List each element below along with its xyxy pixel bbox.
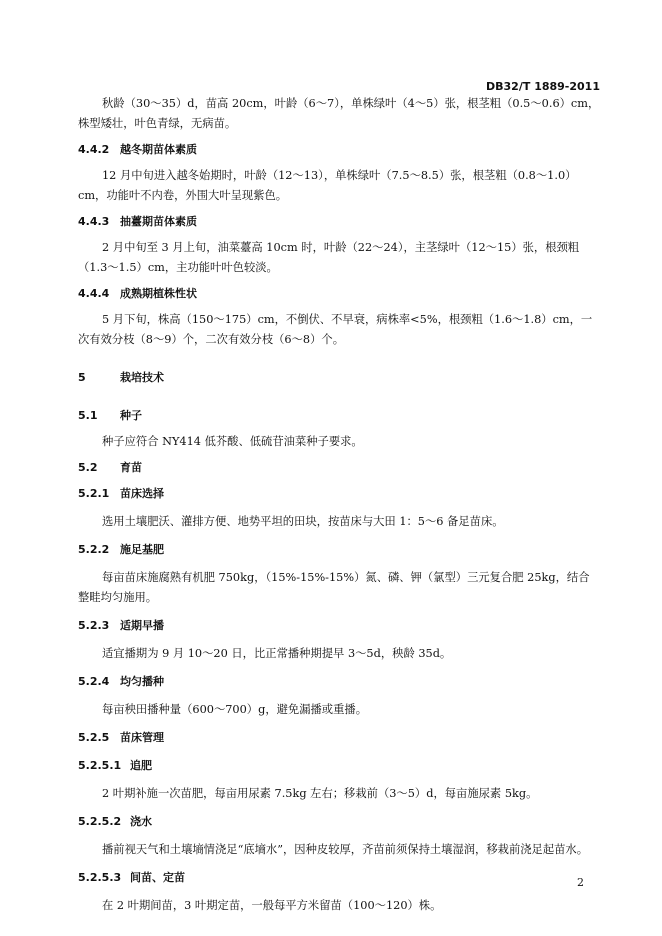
- section-number: 5.2.4: [78, 675, 110, 688]
- paragraph-4-4-2: 12 月中旬进入越冬始期时，叶龄（12～13），单株绿叶（7.5～8.5）张，根茎粗（0.8～1.0）cm，功能叶不内卷，外围大叶呈现紫色。: [78, 169, 577, 202]
- paragraph-5-1: 种子应符合 NY414 低芥酸、低硫苷油菜种子要求。: [102, 435, 363, 448]
- heading-5-2-5-2: [78, 812, 600, 832]
- paragraph-4-4-3: 2 月中旬至 3 月上旬，油菜薹高 10cm 时，叶龄（22～24），主茎绿叶（12～15）张，根颈粗（1.3～1.5）cm，主功能叶叶色较淡。: [78, 241, 580, 274]
- paragraph-5-2-3: 适宜播期为 9 月 10～20 日，比正常播种期提早 3～5d，秧龄 35d。: [102, 647, 452, 660]
- section-number: 5.2.2: [78, 543, 110, 556]
- heading-5-2-1: [78, 484, 600, 504]
- heading-5-2-5-3: [78, 868, 600, 888]
- paragraph-5-2-5-2: 播前视天气和土壤墒情浇足“底墒水”，因种皮较厚，齐苗前须保持土壤湿润，移栽前浇足起苗水。: [102, 843, 589, 856]
- section-number: 5.1: [78, 409, 98, 422]
- section-title: 越冬期苗体素质: [120, 143, 197, 156]
- section-title: 苗床选择: [120, 487, 164, 500]
- heading-5-1: [78, 406, 600, 426]
- section-number: 5.2.3: [78, 619, 110, 632]
- section-title: 育苗: [120, 461, 142, 474]
- section-title: 适期早播: [120, 619, 164, 632]
- section-number: 4.4.2: [78, 143, 110, 156]
- heading-5-2-5: [78, 728, 600, 748]
- paragraph-5-2-1: 选用土壤肥沃、灌排方便、地势平坦的田块，按苗床与大田 1：5～6 备足苗床。: [102, 515, 504, 528]
- paragraph-5-2-2: 每亩苗床施腐熟有机肥 750kg，（15%-15%-15%）氮、磷、钾（氯型）三元复合肥 25kg，结合整畦均匀施用。: [78, 571, 590, 604]
- section-number: 5: [78, 371, 86, 384]
- paragraph-5-2-4: 每亩秧田播种量（600～700）g，避免漏播或重播。: [102, 703, 367, 716]
- section-number: 5.2.5.3: [78, 871, 122, 884]
- paragraph-seedling-traits: 秋龄（30～35）d，苗高 20cm，叶龄（6～7），单株绿叶（4～5）张，根茎粗（0.5～0.6）cm，株型矮壮，叶色青绿，无病苗。: [78, 97, 600, 130]
- section-title: 种子: [120, 409, 142, 422]
- section-title: 均匀播种: [120, 675, 164, 688]
- section-number: 5.2: [78, 461, 98, 474]
- section-title: 间苗、定苗: [130, 871, 185, 884]
- section-number: 4.4.3: [78, 215, 110, 228]
- section-title: 栽培技术: [120, 371, 164, 384]
- heading-4-4-2: [78, 140, 600, 160]
- heading-4-4-4: [78, 284, 600, 304]
- document-id: DB32/T 1889-2011: [486, 80, 600, 93]
- paragraph-5-2-5-3: 在 2 叶期间苗，3 叶期定苗，一般每平方米留苗（100～120）株。: [102, 899, 442, 912]
- section-title: 成熟期植株性状: [120, 287, 197, 300]
- heading-5-2-3: [78, 616, 600, 636]
- section-title: 苗床管理: [120, 731, 164, 744]
- section-number: 5.2.1: [78, 487, 110, 500]
- section-title: 浇水: [130, 815, 152, 828]
- section-number: 5.2.5.2: [78, 815, 122, 828]
- heading-4-4-3: [78, 212, 600, 232]
- page-content: [78, 94, 600, 916]
- page-number: 2: [577, 876, 584, 889]
- heading-5-2-5-1: [78, 756, 600, 776]
- section-title: 追肥: [130, 759, 152, 772]
- heading-5-2: [78, 458, 600, 478]
- heading-5-2-2: [78, 540, 600, 560]
- section-number: 4.4.4: [78, 287, 110, 300]
- section-number: 5.2.5.1: [78, 759, 122, 772]
- section-title: 施足基肥: [120, 543, 164, 556]
- heading-5-2-4: [78, 672, 600, 692]
- heading-5: [78, 368, 600, 388]
- paragraph-5-2-5-1: 2 叶期补施一次苗肥，每亩用尿素 7.5kg 左右；移栽前（3～5）d，每亩施尿素 5kg。: [102, 787, 538, 800]
- paragraph-4-4-4: 5 月下旬，株高（150～175）cm，不倒伏、不早衰，病株率<5%，根颈粗（1.6～1.8）cm，一次有效分枝（8～9）个，二次有效分枝（6～8）个。: [78, 313, 593, 346]
- section-number: 5.2.5: [78, 731, 110, 744]
- section-title: 抽薹期苗体素质: [120, 215, 197, 228]
